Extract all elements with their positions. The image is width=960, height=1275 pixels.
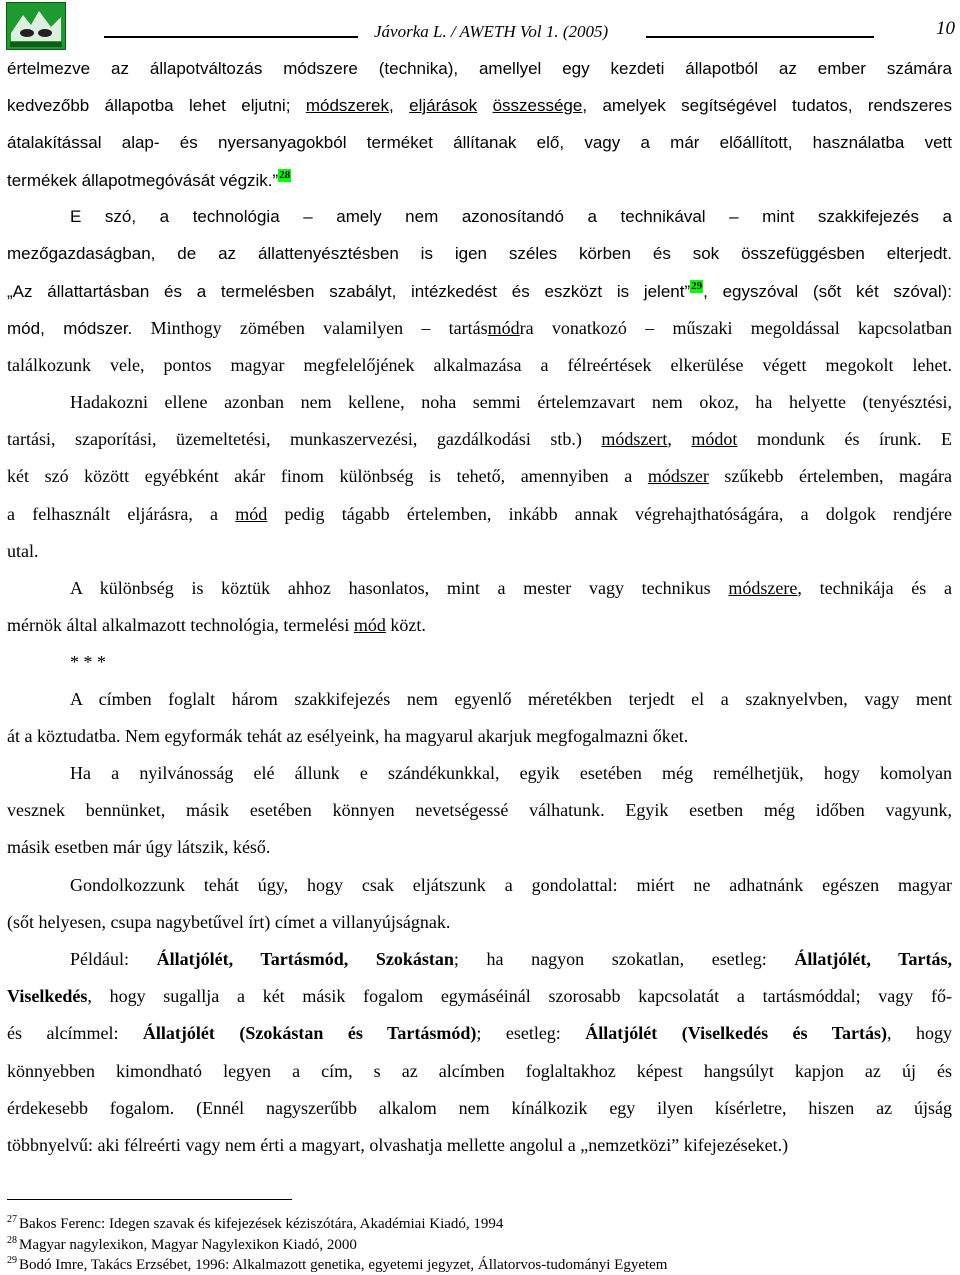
text-line: A különbség is köztük ahhoz hasonlatos, mint a mester vagy technikus módszere, technikája és a: [70, 578, 952, 598]
text-line: kedvezőbb állapotba lehet eljutni; módszerek, eljárások összessége, amelyek segítségével tudatos, rendszeres: [7, 96, 952, 115]
footnote-marker-28: 28: [279, 169, 291, 181]
text-line: mód, módszer. Minthogy zömében valamilyen – tartásmódra vonatkozó – műszaki megoldással kapcsolatban: [7, 318, 952, 338]
text-line: „Az állattartásban és a termelésben szabályt, intézkedést és eszközt is jelent”29, egyszóval (sőt két szóval):: [7, 280, 952, 301]
text-line: értelmezve az állapotváltozás módszere (technika), amellyel egy kezdeti állapotból az ember számára: [7, 59, 952, 78]
footnote-28: $^{28}$ Magyar nagylexikon, Magyar Nagylexikon Kiadó, 2000: [7, 1235, 357, 1253]
text-line: találkozunk vele, pontos magyar megfelelőjének alkalmazása a félreértések elkerülése végett megokolt lehet.: [7, 355, 952, 375]
text-line: mezőgazdaságban, de az állattenyésztésben is igen széles körben és sok összefüggésben elterjedt.: [7, 244, 952, 263]
text-line: A címben foglalt három szakkifejezés nem egyenlő méretékben terjedt el a szaknyelvben, vagy ment: [70, 689, 952, 709]
footnote-marker-29: 29: [691, 280, 703, 292]
text-line: Hadakozni ellene azonban nem kellene, noha semmi értelemzavart nem okoz, ha helyette (tenyésztési,: [70, 392, 952, 412]
text-line: Például: Állatjólét, Tartásmód, Szokástan; ha nagyon szokatlan, esetleg: Állatjólét, Tartás,: [70, 949, 952, 969]
footnote-29: $^{29}$ Bodó Imre, Takács Erzsébet, 1996: Alkalmazott genetika, egyetemi jegyzet, Állatorvos-tudományi Egyetem: [7, 1255, 668, 1273]
text-line: mérnök által alkalmazott technológia, termelési mód közt.: [7, 615, 426, 635]
text-line: át a köztudatba. Nem egyformák tehát az esélyeink, ha magyarul akarjuk megfogalmazni őket.: [7, 726, 689, 746]
header-rule-right: [646, 36, 874, 38]
text-line: többnyelvű: aki félreérti vagy nem érti a magyart, olvashatja mellette angolul a „nemzetközi” kifejezéseket.): [7, 1135, 789, 1155]
text-line: Viselkedés, hogy sugallja a két másik fogalom egymáséinál szorosabb kapcsolatát a tartásmóddal; vagy fő-: [7, 986, 952, 1006]
footnote-27: $^{27}$ Bakos Ferenc: Idegen szavak és kifejezések kéziszótára, Akadémiai Kiadó, 1994: [7, 1214, 504, 1232]
footnote-divider: [7, 1199, 292, 1200]
text-line: érdekesebb fogalom. (Ennél nagyszerűbb alkalom nem kínálkozik egy ilyen kísérletre, hiszen az újság: [7, 1098, 952, 1118]
text-line: E szó, a technológia – amely nem azonosítandó a technikával – mint szakkifejezés a: [70, 207, 952, 226]
text-line: és alcímmel: Állatjólét (Szokástan és Tartásmód); esetleg: Állatjólét (Viselkedés és Tartás), hogy: [7, 1023, 953, 1043]
text-line: utal.: [7, 541, 39, 561]
text-line: Ha a nyilvánosság elé állunk e szándékunkkal, egyik esetében még remélhetjük, hogy komolyan: [70, 763, 952, 783]
text-line: két szó között egyébként akár finom különbség is tehető, amennyiben a módszer szűkebb értelemben, magára: [7, 466, 952, 486]
header-rule-left: [104, 36, 358, 38]
text-line: (sőt helyesen, csupa nagybetűvel írt) címet a villanyújságnak.: [7, 912, 451, 932]
text-line: termékek állapotmegóvását végzik.”28: [7, 169, 291, 190]
journal-logo: [6, 2, 66, 50]
text-line: Gondolkozzunk tehát úgy, hogy csak eljátszunk a gondolattal: miért ne adhatnánk egészen magyar: [70, 875, 952, 895]
text-line: vesznek bennünket, másik esetében könnyen nevetségessé válhatunk. Egyik esetben még időben vagyunk,: [7, 800, 952, 820]
text-line: tartási, szaporítási, üzemeltetési, munkaszervezési, gazdálkodási stb.) módszert, módot mondunk és írunk. E: [7, 429, 952, 449]
page-number: 10: [936, 18, 955, 39]
text-line: átalakítással alap- és nyersanyagokból terméket állítanak elő, vagy a már előállított, használatba vett: [7, 133, 952, 152]
text-line: másik esetben már úgy látszik, késő.: [7, 837, 271, 857]
text-line: a felhasznált eljárásra, a mód pedig tágabb értelemben, inkább annak végrehajthatóságára, a dolgok rendjére: [7, 504, 952, 524]
section-separator: * * *: [70, 652, 106, 672]
text-line: könnyebben kimondható legyen a cím, s az alcímben foglaltakhoz képest hangsúlyt kapjon az új és: [7, 1061, 952, 1081]
running-title: Jávorka L. / AWETH Vol 1. (2005): [374, 22, 609, 41]
